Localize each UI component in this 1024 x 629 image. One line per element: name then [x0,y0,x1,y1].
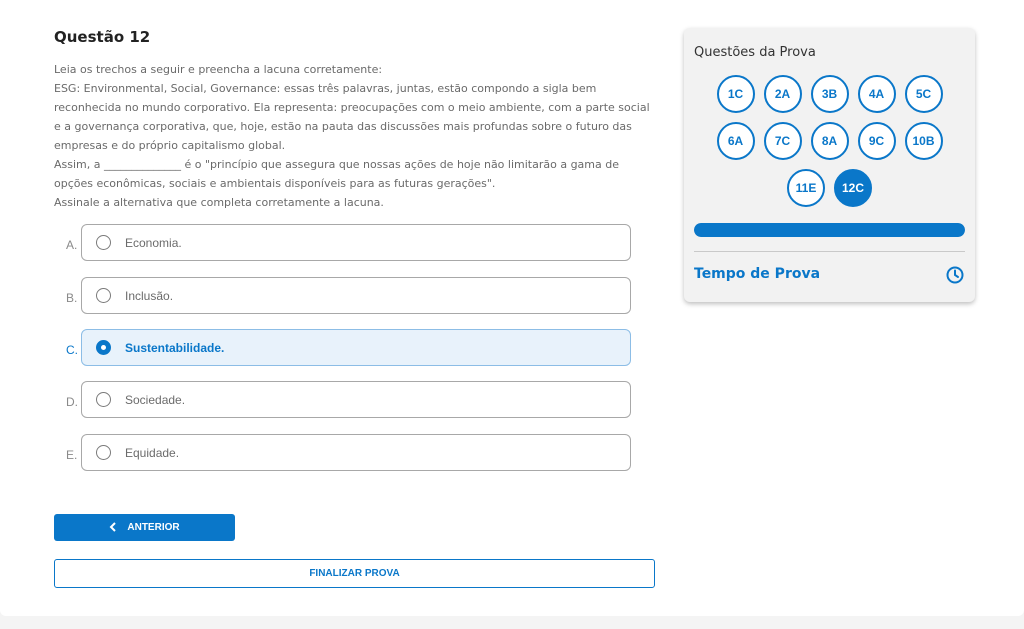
question-line: reconhecida no mundo corporativo. Ela representa: preocupações com o meio ambiente, com a parte social [54,101,650,114]
question-button-4[interactable]: 4A [858,75,896,113]
option-c [54,329,634,369]
option-e-button[interactable] [81,434,631,471]
exam-navigator [684,28,975,302]
finish-exam-button[interactable] [54,559,655,588]
clock-icon[interactable] [946,266,964,284]
option-b-button[interactable] [81,277,631,314]
question-line: opções econômicas, sociais e ambientais disponíveis para as futuras gerações". [54,177,496,190]
exam-progress-bar [694,223,965,237]
option-label: Economia. [125,236,182,250]
question-line: Assinale a alternativa que completa corretamente a lacuna. [54,196,384,209]
radio-unchecked-icon[interactable] [96,235,111,250]
divider [694,251,965,252]
option-a-button[interactable] [81,224,631,261]
option-letter: E. [66,448,78,462]
question-button-3[interactable]: 3B [811,75,849,113]
question-row [684,75,975,113]
question-line: Leia os trechos a seguir e preencha a lacuna corretamente: [54,63,383,76]
option-e [54,434,634,474]
radio-checked-icon[interactable] [96,340,111,355]
question-line: ESG: Environmental, Social, Governance: essas três palavras, juntas, estão compondo a sigla bem [54,82,597,95]
option-label: Sociedade. [125,393,186,407]
radio-unchecked-icon[interactable] [96,288,111,303]
exam-progress-fill [694,223,965,237]
option-a [54,224,634,264]
option-letter: A. [66,238,78,252]
option-d-button[interactable] [81,381,631,418]
option-label: Sustentabilidade. [125,341,225,355]
question-title: Questão 12 [54,28,151,46]
option-letter: B. [66,291,78,305]
option-label: Inclusão. [125,289,174,303]
question-button-1[interactable]: 1C [717,75,755,113]
chevron-left-icon [109,522,117,533]
question-line: e a governança corporativa, que, hoje, estão na pauta das discussões mais profundas sobre o futuro das [54,120,632,133]
question-button-8[interactable]: 8A [811,122,849,160]
question-row [684,169,975,207]
option-letter: C. [66,343,78,357]
question-button-5[interactable]: 5C [905,75,943,113]
question-button-7[interactable]: 7C [764,122,802,160]
option-b [54,277,634,317]
previous-button[interactable] [54,514,235,541]
question-grid [684,75,975,216]
finish-exam-label: FINALIZAR PROVA [309,568,400,579]
option-d [54,381,634,421]
question-line: Assim, a ______________ é o "princípio que assegura que nossas ações de hoje não limitarão a gama de [54,158,620,171]
question-line: empresas e do próprio capitalismo global. [54,139,286,152]
question-button-9[interactable]: 9C [858,122,896,160]
question-button-10[interactable]: 10B [905,122,943,160]
question-text [54,60,660,212]
navigator-title: Questões da Prova [694,45,816,60]
option-label: Equidade. [125,446,180,460]
option-letter: D. [66,395,78,409]
radio-unchecked-icon[interactable] [96,392,111,407]
question-button-12-current[interactable]: 12C [834,169,872,207]
question-button-2[interactable]: 2A [764,75,802,113]
option-c-button[interactable] [81,329,631,366]
question-row [684,122,975,160]
question-button-6[interactable]: 6A [717,122,755,160]
radio-unchecked-icon[interactable] [96,445,111,460]
previous-button-label: ANTERIOR [127,522,180,533]
question-button-11[interactable]: 11E [787,169,825,207]
timer-label[interactable]: Tempo de Prova [694,266,821,282]
